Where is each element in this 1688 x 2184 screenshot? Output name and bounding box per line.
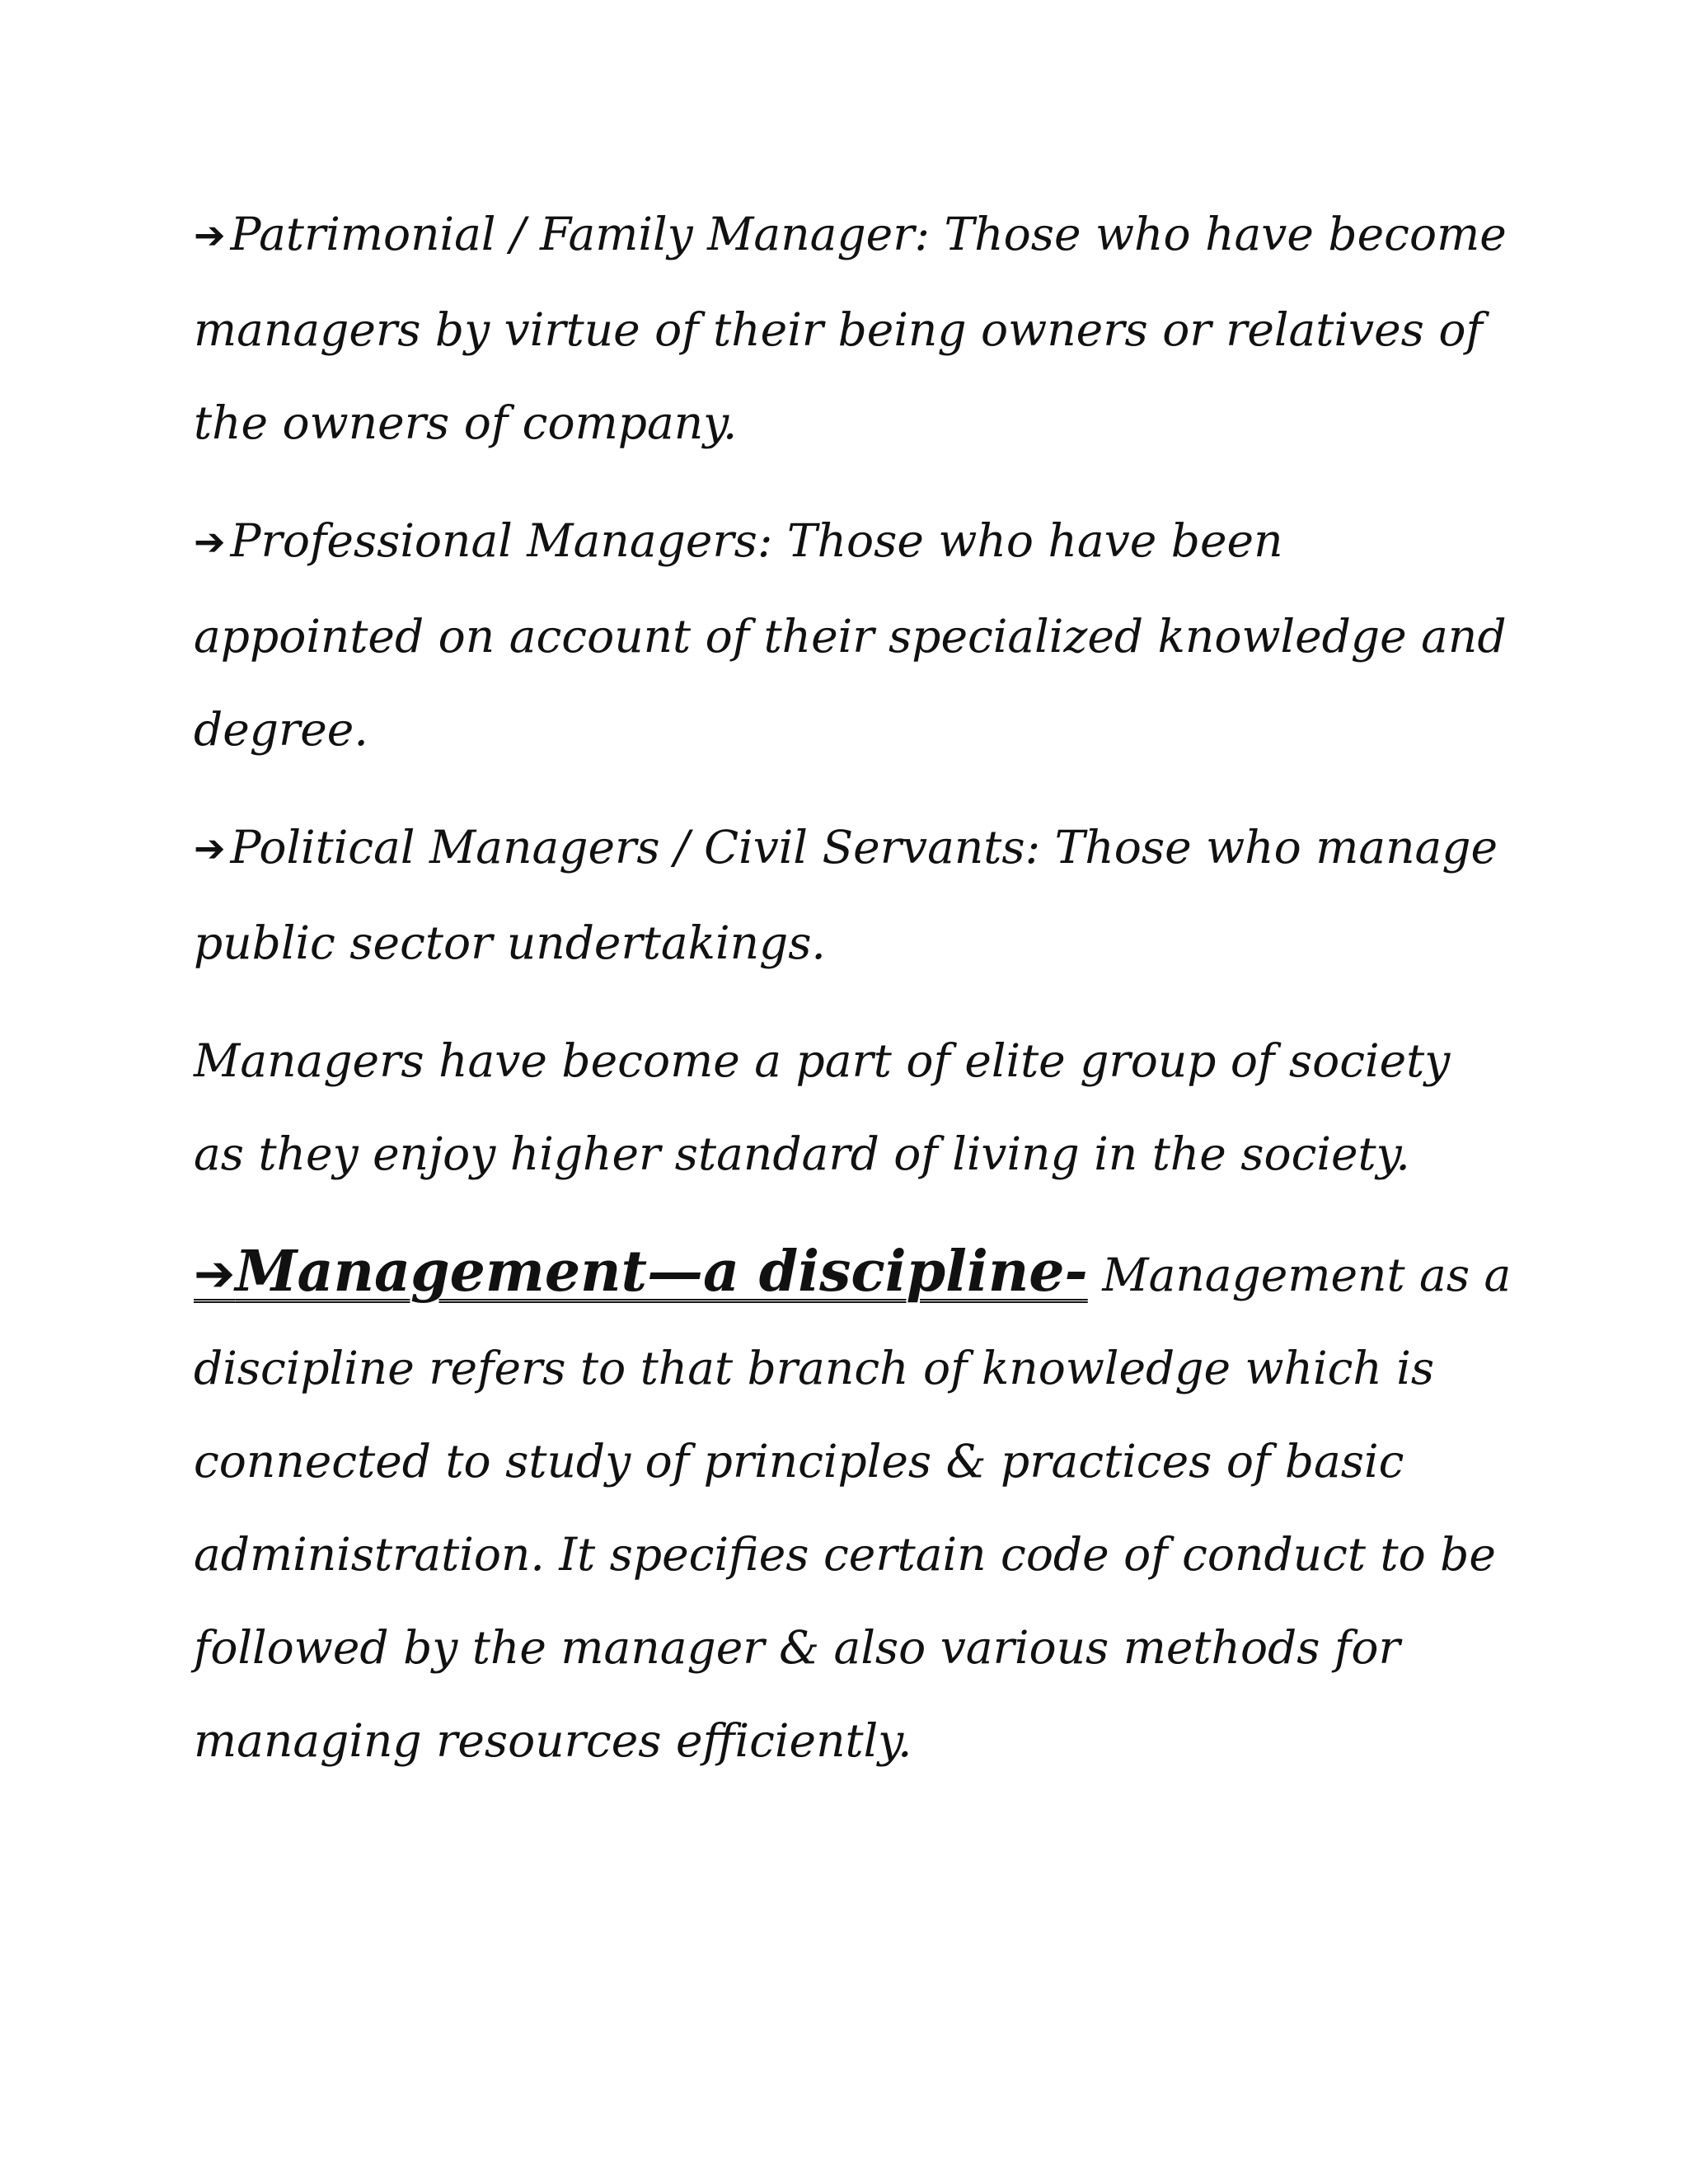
section-heading-text: Management—a discipline- (235, 1239, 1088, 1305)
paragraph-professional-managers (194, 494, 1512, 776)
paragraph-text: Professional Managers: Those who have been appointed on account of their specialized knowledge and degree. (194, 514, 1507, 756)
paragraph-text: Managers have become a part of elite group of society as they enjoy higher standard of living in the society. (194, 1034, 1451, 1180)
paragraph-text: Political Managers / Civil Servants: Those who manage public sector undertakings. (194, 821, 1498, 969)
arrow-bullet-icon: ➔ (194, 519, 226, 564)
arrow-bullet-icon: ➔ (194, 826, 226, 870)
arrow-bullet-icon: ➔ (194, 213, 226, 257)
paragraph-patrimonial-manager (194, 188, 1512, 470)
document-body (194, 188, 1512, 1812)
section-heading (194, 1239, 1088, 1305)
section-body-text: Management as a discipline refers to that branch of knowledge which is connected to study of principles & practices of basic administration. It specifies certain code of conduct to be followed by the manager & also various methods for managing resources efficiently. (194, 1249, 1512, 1767)
paragraph-elite-group (194, 1015, 1512, 1201)
paragraph-political-managers (194, 801, 1512, 990)
paragraph-text: Patrimonial / Family Manager: Those who have become managers by virtue of their being owners or relatives of the owners of company. (194, 208, 1507, 449)
section-management-discipline (194, 1226, 1512, 1788)
arrow-bullet-icon: ➔ (194, 1245, 236, 1303)
